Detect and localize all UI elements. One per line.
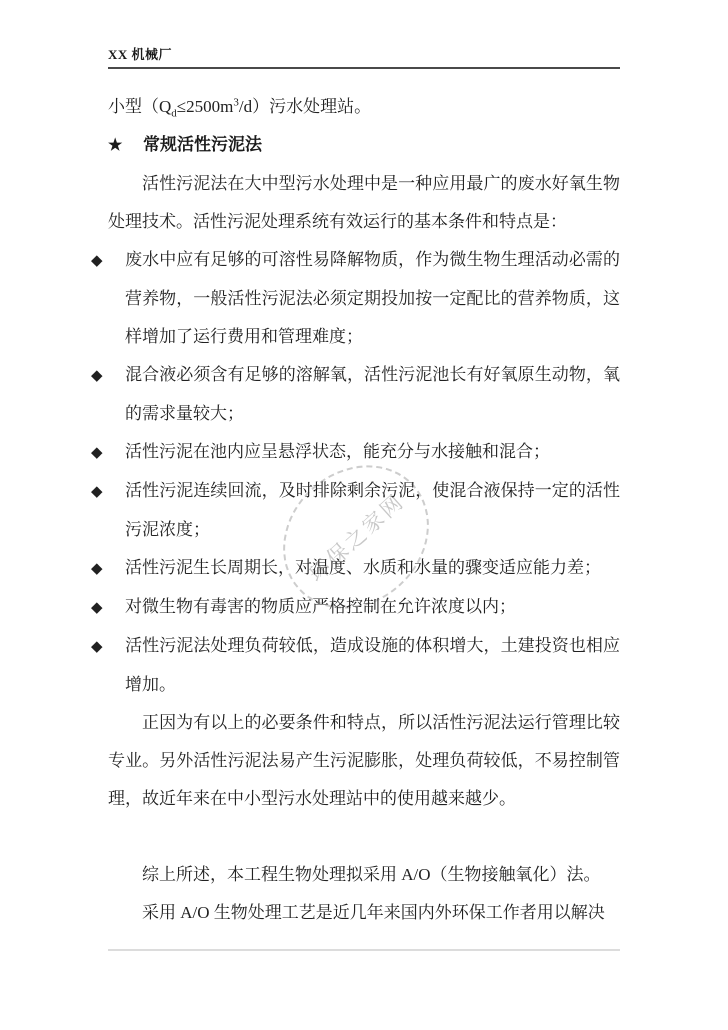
bullet-text: 废水中应有足够的可溶性易降解物质，作为微生物生理活动必需的营养物，一般活性污泥法必须定期投加按一定配比的营养物质，这样增加了运行费用和管理难度； [125,250,620,346]
diamond-bullet-icon: ◆ [91,368,103,384]
paragraph-intro: 活性污泥法在大中型污水处理中是一种应用最广的废水好氧生物处理技术。活性污泥处理系统有效运行的基本条件和特点是： [108,174,620,231]
bullet-text: 活性污泥生长周期长，对温度、水质和水量的骤变适应能力差； [125,558,601,577]
bullet-text: 活性污泥连续回流，及时排除剩余污泥，使混合液保持一定的活性污泥浓度； [125,481,620,539]
watermark-text: 环保之家网 [304,488,410,587]
paragraph-conclusion: 综上所述，本工程生物处理拟采用 A/O（生物接触氧化）法。 [142,865,601,884]
diamond-bullet-icon: ◆ [91,253,103,269]
intro-superscript: 3 [233,96,239,109]
intro-pre: 小型（Q [108,97,172,116]
section-heading [108,126,620,165]
intro-line [108,88,620,126]
diamond-bullet-icon: ◆ [91,639,103,655]
diamond-bullet-icon: ◆ [91,484,103,500]
bullet-item [91,588,620,627]
diamond-bullet-icon: ◆ [91,445,103,461]
star-icon: ★ [108,137,123,154]
intro-post: /d）污水处理站。 [238,97,372,116]
document-body [91,88,620,932]
blank-line [108,818,620,856]
bullet-text: 混合液必须含有足够的溶解氧，活性污泥池长有好氧原生动物，氧的需求量较大； [125,365,620,423]
bullet-text: 活性污泥在池内应呈悬浮状态，能充分与水接触和混合； [125,442,550,461]
bullet-item [91,627,620,704]
bullet-item [91,549,620,588]
company-name: XX 机械厂 [108,47,173,62]
diamond-bullet-icon: ◆ [91,600,103,616]
diamond-bullet-icon: ◆ [91,561,103,577]
bullet-text: 对微生物有毒害的物质应严格控制在允许浓度以内； [125,597,516,616]
intro-mid: ≤2500m [176,97,234,116]
bullet-text: 活性污泥法处理负荷较低，造成设施的体积增大，土建投资也相应增加。 [125,636,620,694]
intro-subscript: d [171,107,177,120]
bullet-item [91,241,620,356]
footer-rule [108,949,620,951]
bullet-item [91,433,620,472]
paragraph-ao-process: 采用 A/O 生物处理工艺是近几年来国内外环保工作者用以解决 [142,903,605,922]
bullet-item [91,472,620,549]
section-heading-label: 常规活性污泥法 [143,135,262,154]
page-header [108,44,620,69]
paragraph-summary: 正因为有以上的必要条件和特点，所以活性污泥法运行管理比较专业。另外活性污泥法易产生污泥膨胀，处理负荷较低，不易控制管理，故近年来在中小型污水处理站中的使用越来越少。 [108,713,620,808]
bullet-item [91,356,620,433]
